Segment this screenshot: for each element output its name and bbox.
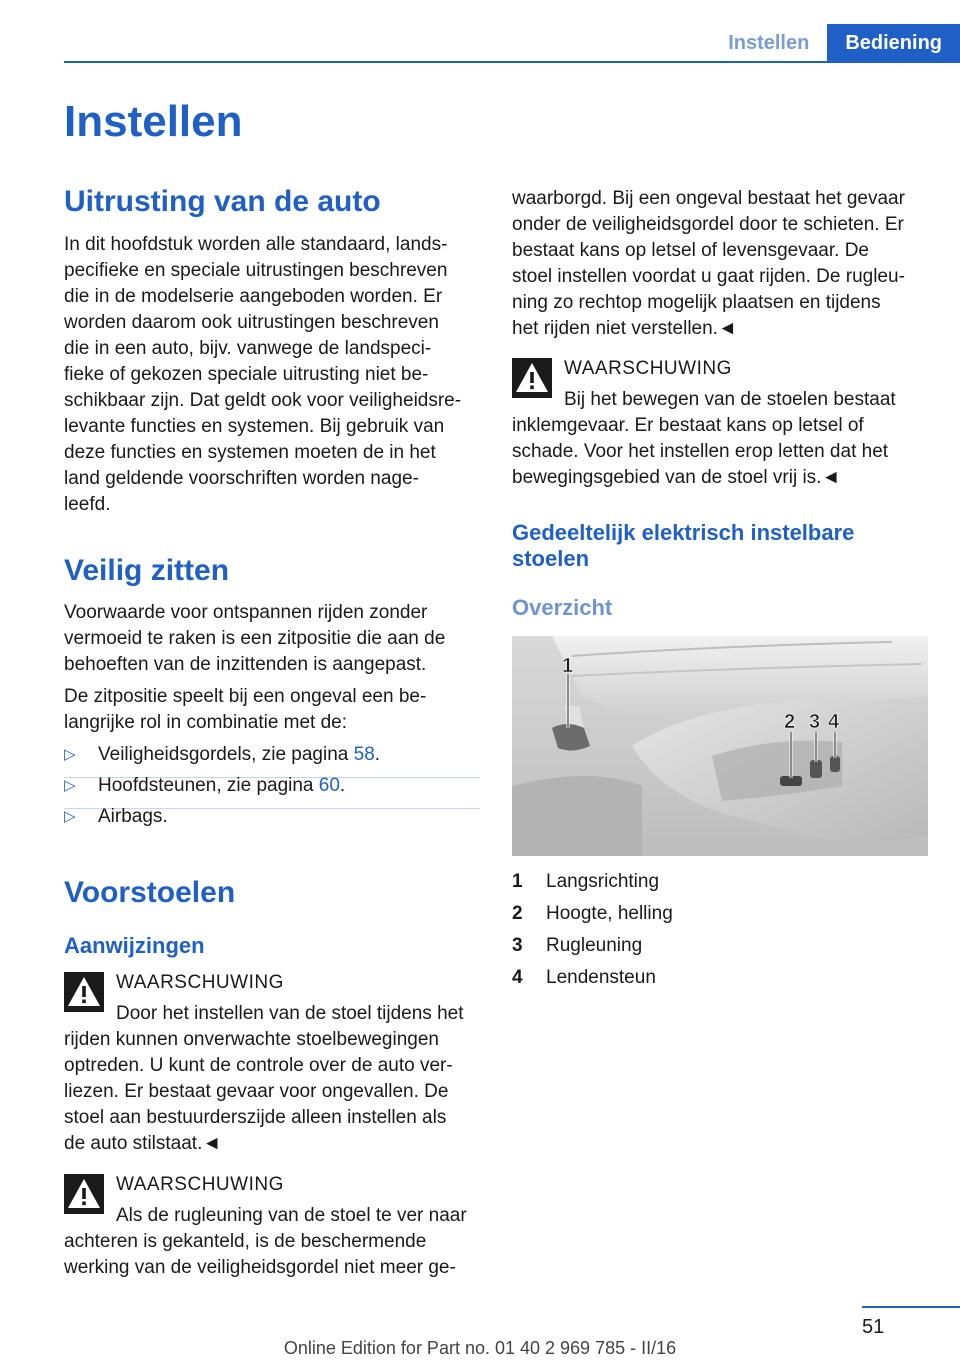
section-title-uitrusting: Uitrusting van de auto <box>64 185 381 218</box>
page-link-60[interactable]: 60 <box>318 775 340 796</box>
subsection-title-aanwijzingen: Aanwijzingen <box>64 933 205 958</box>
warning-text-line: achteren is gekanteld, is de beschermende <box>64 1231 427 1252</box>
text-line: die in een auto, bijv. vanwege de landspeci‐ <box>64 338 432 359</box>
warning-text-line: optreden. U kunt de controle over de auto ver‐ <box>64 1055 453 1076</box>
text-line: stoel instellen voordat u gaat rijden. De rugleu‐ <box>512 266 905 287</box>
legend-label: Lendensteun <box>546 967 656 988</box>
list-item-punct: . <box>339 775 346 796</box>
figure-label-2: 2 <box>784 711 796 733</box>
warning-text-line: de auto stilstaat.◄ <box>64 1133 222 1154</box>
figure-label-1: 1 <box>562 655 574 677</box>
list-item-label: Hoofdsteunen, zie pagina <box>98 775 319 796</box>
header-rule <box>64 61 960 63</box>
section-body-uitrusting <box>64 232 461 518</box>
legend-label: Langsrichting <box>546 871 660 892</box>
text-line: deze functies en systemen moeten de in het <box>64 442 436 463</box>
legend-label: Hoogte, helling <box>546 903 673 924</box>
warning-text-line: rijden kunnen onverwachte stoelbewegingen <box>64 1029 439 1050</box>
text-line: In dit hoofdstuk worden alle standaard, lands‐ <box>64 234 448 255</box>
section-title-voorstoelen: Voorstoelen <box>64 876 236 909</box>
text-line: bestaat kans op letsel of levensgevaar. De <box>512 240 870 261</box>
warning-title: WAARSCHUWING <box>116 972 284 993</box>
text-line: ning zo rechtop mogelijk plaatsen en tijdens <box>512 292 881 313</box>
warning-text-line: Bij het bewegen van de stoelen bestaat <box>564 389 896 410</box>
section-title-veilig-zitten: Veilig zitten <box>64 554 230 587</box>
legend-number: 1 <box>512 871 523 892</box>
text-line: worden daarom ook uitrustingen beschreven <box>64 312 439 333</box>
warning-block <box>512 356 928 492</box>
list-item-punct: . <box>374 744 381 765</box>
list-item-text: Airbags. <box>98 806 168 827</box>
subsection-title-overzicht: Overzicht <box>512 595 613 620</box>
continued-warning-text <box>512 186 905 342</box>
chapter-title: Instellen <box>64 97 243 146</box>
warning-triangle-icon <box>64 972 104 1012</box>
warning-text-line: stoel aan bestuurderszijde alleen instellen als <box>64 1107 447 1128</box>
text-line: fieke of gekozen speciale uitrusting niet be‐ <box>64 364 429 385</box>
warning-text-line: bewegingsgebied van de stoel vrij is.◄ <box>512 467 841 488</box>
legend-number: 3 <box>512 935 523 956</box>
text-line: levante functies en systemen. Bij gebruik van <box>64 416 445 437</box>
warning-text-line: Door het instellen van de stoel tijdens het <box>116 1003 464 1024</box>
text-line: behoeften van de inzittenden is aangepast. <box>64 654 427 675</box>
page-number: 51 <box>862 1316 885 1338</box>
page-link-58[interactable]: 58 <box>353 744 375 765</box>
text-line: langrijke rol in combinatie met de: <box>64 712 348 733</box>
warning-title: WAARSCHUWING <box>116 1174 284 1195</box>
warning-text-line: schade. Voor het instellen erop letten dat het <box>512 441 889 462</box>
figure-label-3: 3 <box>809 711 821 733</box>
list-item-label: Veiligheidsgordels, zie pagina <box>98 744 354 765</box>
text-line: land geldende voorschriften worden nage‐ <box>64 468 419 489</box>
tab-instellen[interactable]: Instellen <box>710 24 827 62</box>
section-body-veilig-p2 <box>64 684 426 736</box>
legend-number: 2 <box>512 903 523 924</box>
subsection-title-gedeeltelijk <box>512 520 854 572</box>
text-line: leefd. <box>64 494 111 515</box>
warning-block <box>64 1172 480 1282</box>
header-tabs <box>710 24 960 62</box>
text-line: De zitpositie speelt bij een ongeval een be‐ <box>64 686 427 707</box>
tab-bediening[interactable]: Bediening <box>827 24 960 62</box>
text-line: schikbaar zijn. Dat geldt ook voor veiligheidsre‐ <box>64 390 462 411</box>
list-item-text <box>98 773 345 799</box>
seat-controls-figure <box>512 636 928 856</box>
text-line: pecifieke en speciale uitrustingen beschreven <box>64 260 448 281</box>
text-line: die in de modelserie aangeboden worden. Er <box>64 286 443 307</box>
list-item-text <box>98 742 380 768</box>
warning-triangle-icon <box>512 358 552 398</box>
triangle-bullet-icon: ▷ <box>64 777 76 794</box>
text-line: onder de veiligheidsgordel door te schieten. Er <box>512 214 904 235</box>
legend-number: 4 <box>512 967 523 988</box>
triangle-bullet-icon: ▷ <box>64 808 76 825</box>
footer-edition-text: Online Edition for Part no. 01 40 2 969 785 - II/16 <box>283 1338 677 1358</box>
footer-rule <box>862 1306 960 1308</box>
text-line: vermoeid te raken is een zitpositie die aan de <box>64 628 446 649</box>
section-body-veilig-p1 <box>64 600 445 678</box>
text-line: Voorwaarde voor ontspannen rijden zonder <box>64 602 428 623</box>
text-line: waarborgd. Bij een ongeval bestaat het gevaar <box>512 188 905 209</box>
warning-block <box>64 970 480 1154</box>
warning-triangle-icon <box>64 1174 104 1214</box>
seat-illustration <box>512 636 928 856</box>
warning-title: WAARSCHUWING <box>564 358 732 379</box>
title-line: stoelen <box>512 546 590 571</box>
warning-text-line: Als de rugleuning van de stoel te ver naar <box>116 1205 467 1226</box>
warning-text-line: werking van de veiligheidsgordel niet meer ge‐ <box>64 1257 456 1278</box>
warning-text-line: inklemgevaar. Er bestaat kans op letsel of <box>512 415 864 436</box>
title-line: Gedeeltelijk elektrisch instelbare <box>512 520 855 545</box>
warning-text-line: liezen. Er bestaat gevaar voor ongevallen. De <box>64 1081 449 1102</box>
text-line: het rijden niet verstellen.◄ <box>512 318 737 339</box>
triangle-bullet-icon: ▷ <box>64 746 76 763</box>
legend-label: Rugleuning <box>546 935 643 956</box>
figure-label-4: 4 <box>828 711 840 733</box>
